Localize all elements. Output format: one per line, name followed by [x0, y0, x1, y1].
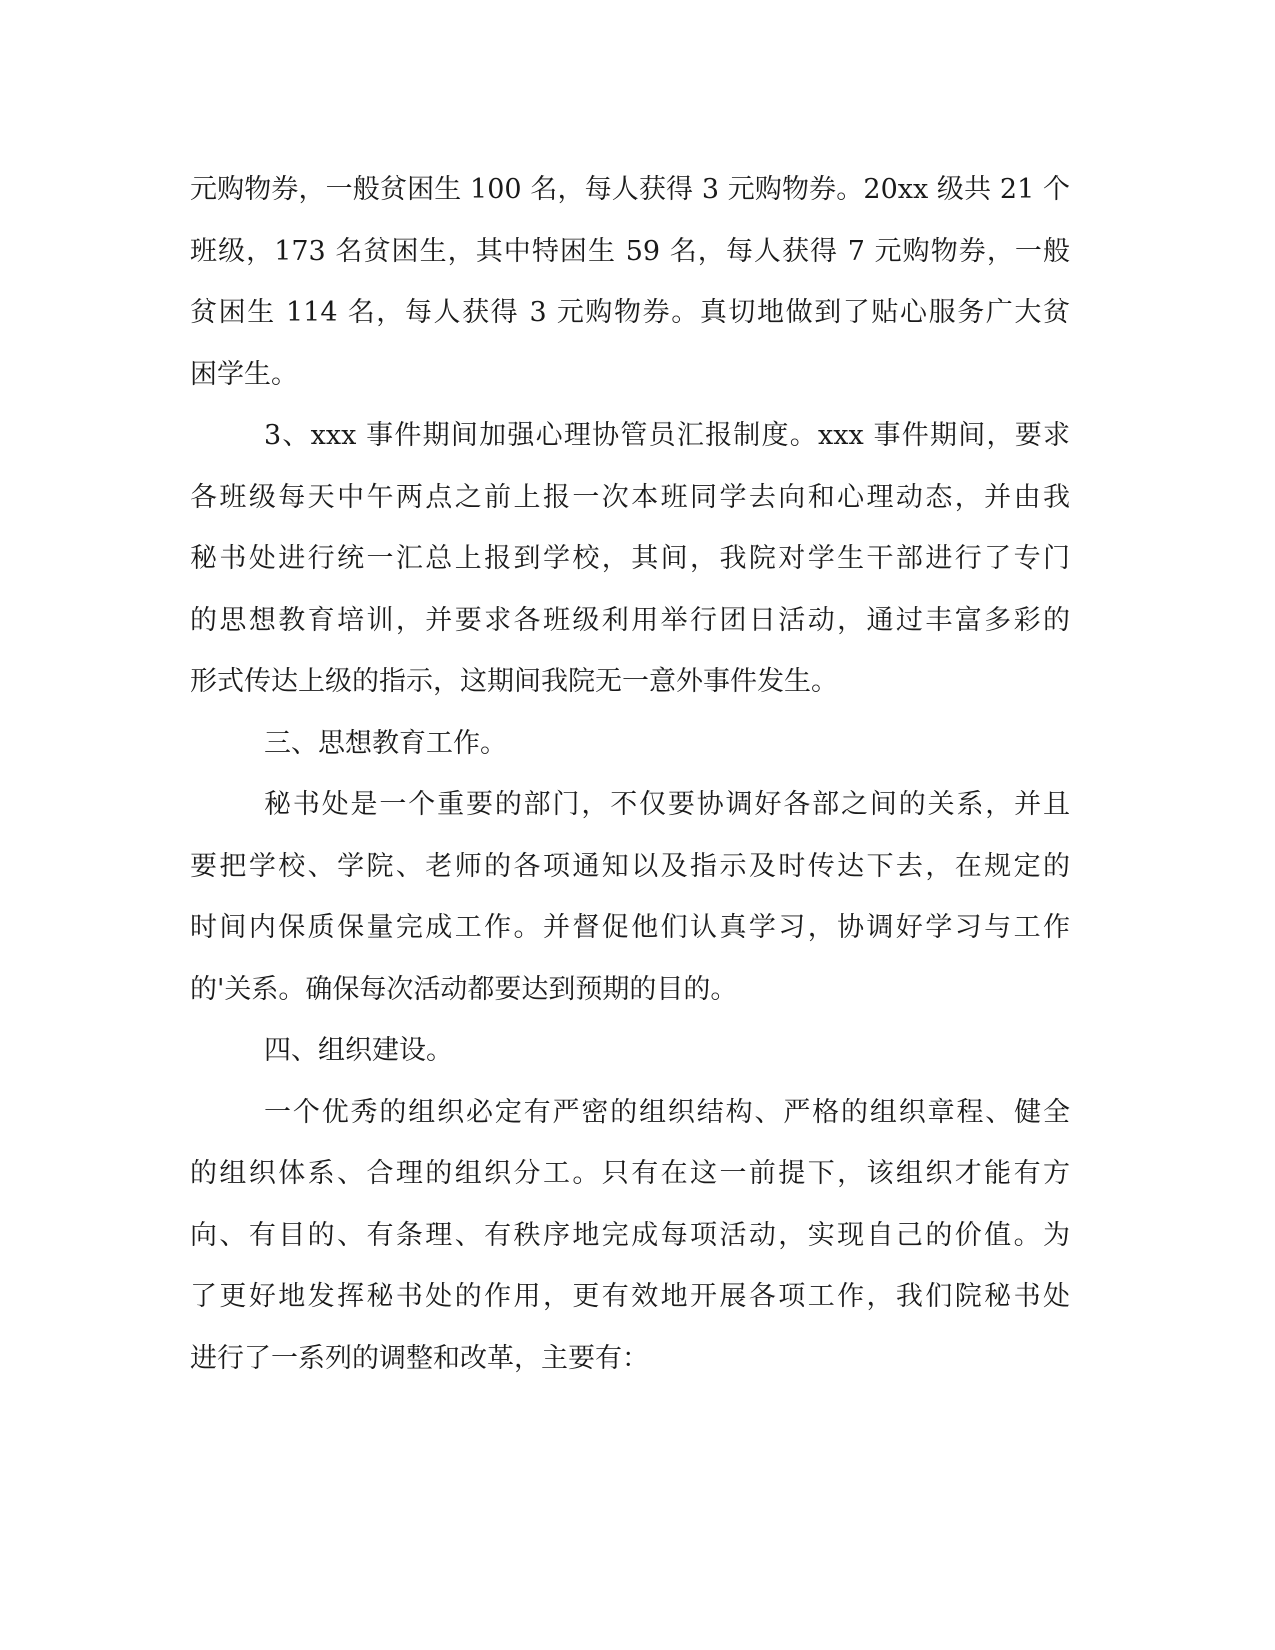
section-heading: 三、思想教育工作。	[264, 727, 507, 759]
text-line: 各班级每天中午两点之前上报一次本班同学去向和心理动态，并由我	[190, 481, 1070, 513]
text-line: 秘书处是一个重要的部门，不仅要协调好各部之间的关系，并且	[264, 789, 1070, 820]
text-line: 贫困生 114 名，每人获得 3 元购物券。真切地做到了贴心服务广大贫	[190, 297, 1070, 328]
document-body	[190, 159, 1070, 1389]
text-line: 时间内保质保量完成工作。并督促他们认真学习，协调好学习与工作	[190, 912, 1070, 943]
text-line: 的组织体系、合理的组织分工。只有在这一前提下，该组织才能有方	[190, 1158, 1070, 1189]
text-line: 向、有目的、有条理、有秩序地完成每项活动，实现自己的价值。为	[190, 1219, 1070, 1251]
text-line: 元购物券，一般贫困生 100 名，每人获得 3 元购物券。20xx 级共 21 个	[190, 174, 1070, 205]
text-line: 的思想教育培训，并要求各班级利用举行团日活动，通过丰富多彩的	[190, 604, 1070, 636]
text-line: 一个优秀的组织必定有严密的组织结构、严格的组织章程、健全	[264, 1096, 1070, 1128]
section-heading: 四、组织建设。	[264, 1035, 453, 1066]
text-line: 形式传达上级的指示，这期间我院无一意外事件发生。	[190, 666, 838, 697]
text-line: 班级，173 名贫困生，其中特困生 59 名，每人获得 7 元购物券，一般	[190, 235, 1070, 267]
text-line: 3、xxx 事件期间加强心理协管员汇报制度。xxx 事件期间，要求	[264, 420, 1070, 451]
text-line: 困学生。	[190, 358, 298, 390]
text-line: 秘书处进行统一汇总上报到学校，其间，我院对学生干部进行了专门	[190, 543, 1070, 574]
text-line: 要把学校、学院、老师的各项通知以及指示及时传达下去，在规定的	[190, 850, 1070, 882]
text-line: 了更好地发挥秘书处的作用，更有效地开展各项工作，我们院秘书处	[190, 1281, 1070, 1312]
text-line: 的'关系。确保每次活动都要达到预期的目的。	[190, 973, 738, 1005]
text-line: 进行了一系列的调整和改革，主要有：	[190, 1342, 649, 1374]
